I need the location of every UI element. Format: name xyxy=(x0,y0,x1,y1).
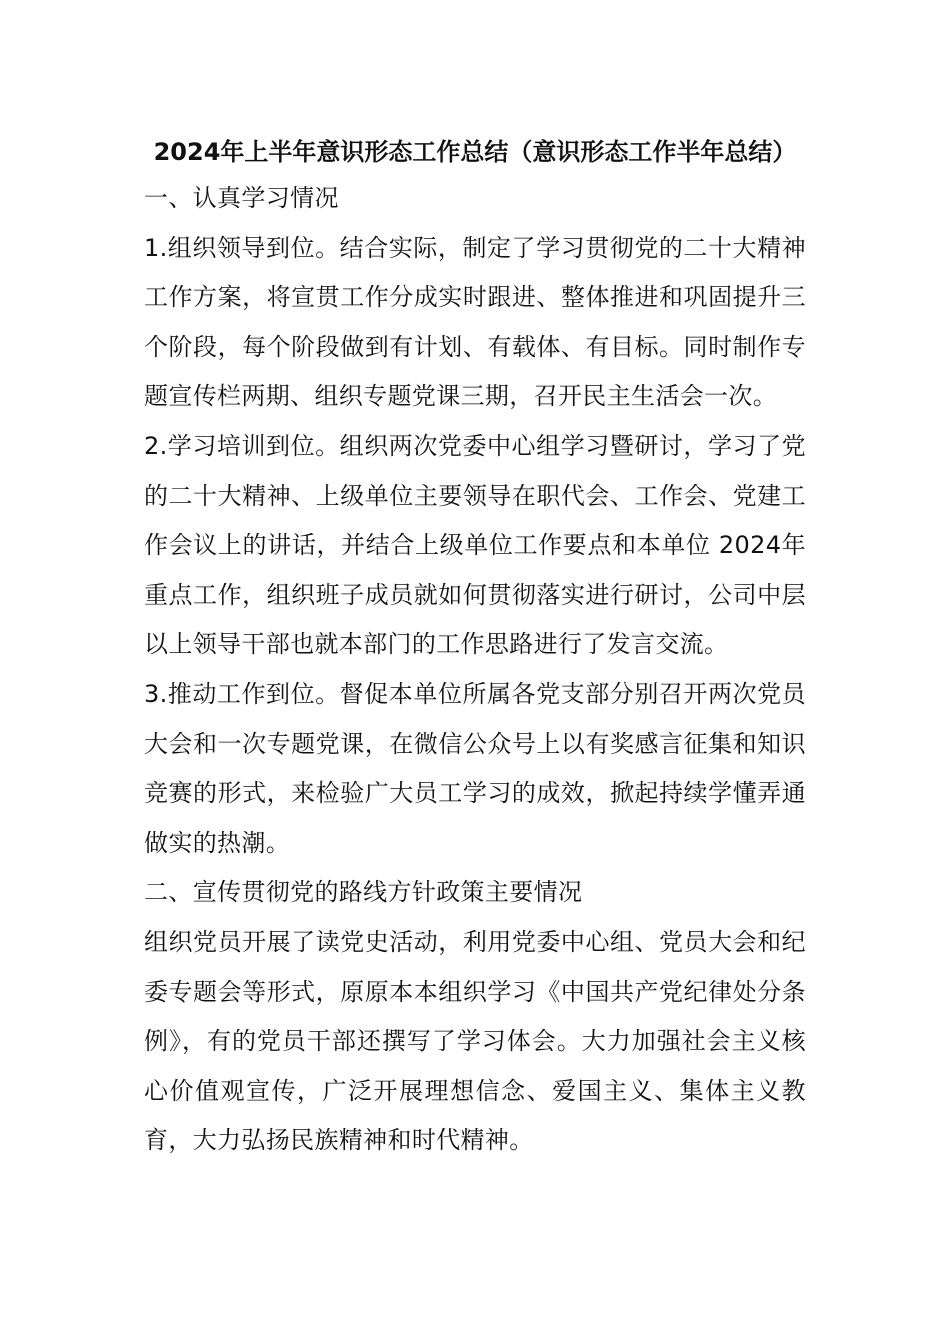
paragraph-leadership: 1.组织领导到位。结合实际，制定了学习贯彻党的二十大精神工作方案，将宣贯工作分成实时跟进、整体推进和巩固提升三个阶段，每个阶段做到有计划、有载体、有目标。同时制作专题宣传栏两期、组织专题党课三期，召开民主生活会一次。 xyxy=(144,233,806,411)
paragraph-training: 2.学习培训到位。组织两次党委中心组学习暨研讨，学习了党的二十大精神、上级单位主要领导在职代会、工作会、党建工作会议上的讲话，并结合上级单位工作要点和本单位 2024年重点工作，组织班子成员就如何贯彻落实进行研讨，公司中层以上领导干部也就本部门的工作思路进行了发言交流。 xyxy=(144,431,806,659)
document-body xyxy=(144,174,806,1166)
paragraph-publicity: 组织党员开展了读党史活动，利用党委中心组、党员大会和纪委专题会等形式，原原本本组织学习《中国共产党纪律处分条例》，有的党员干部还撰写了学习体会。大力加强社会主义核心价值观宣传，广泛开展理想信念、爱国主义、集体主义教育，大力弘扬民族精神和时代精神。 xyxy=(144,927,806,1155)
section-heading-publicity: 二、宣传贯彻党的路线方针政策主要情况 xyxy=(144,878,583,907)
document-title: 2024年上半年意识形态工作总结（意识形态工作半年总结） xyxy=(153,138,797,166)
paragraph-promotion: 3.推动工作到位。督促本单位所属各党支部分别召开两次党员大会和一次专题党课，在微信公众号上以有奖感言征集和知识竞赛的形式，来检验广大员工学习的成效，掀起持续学懂弄通做实的热潮。 xyxy=(144,679,806,857)
section-heading-study: 一、认真学习情况 xyxy=(144,184,339,212)
